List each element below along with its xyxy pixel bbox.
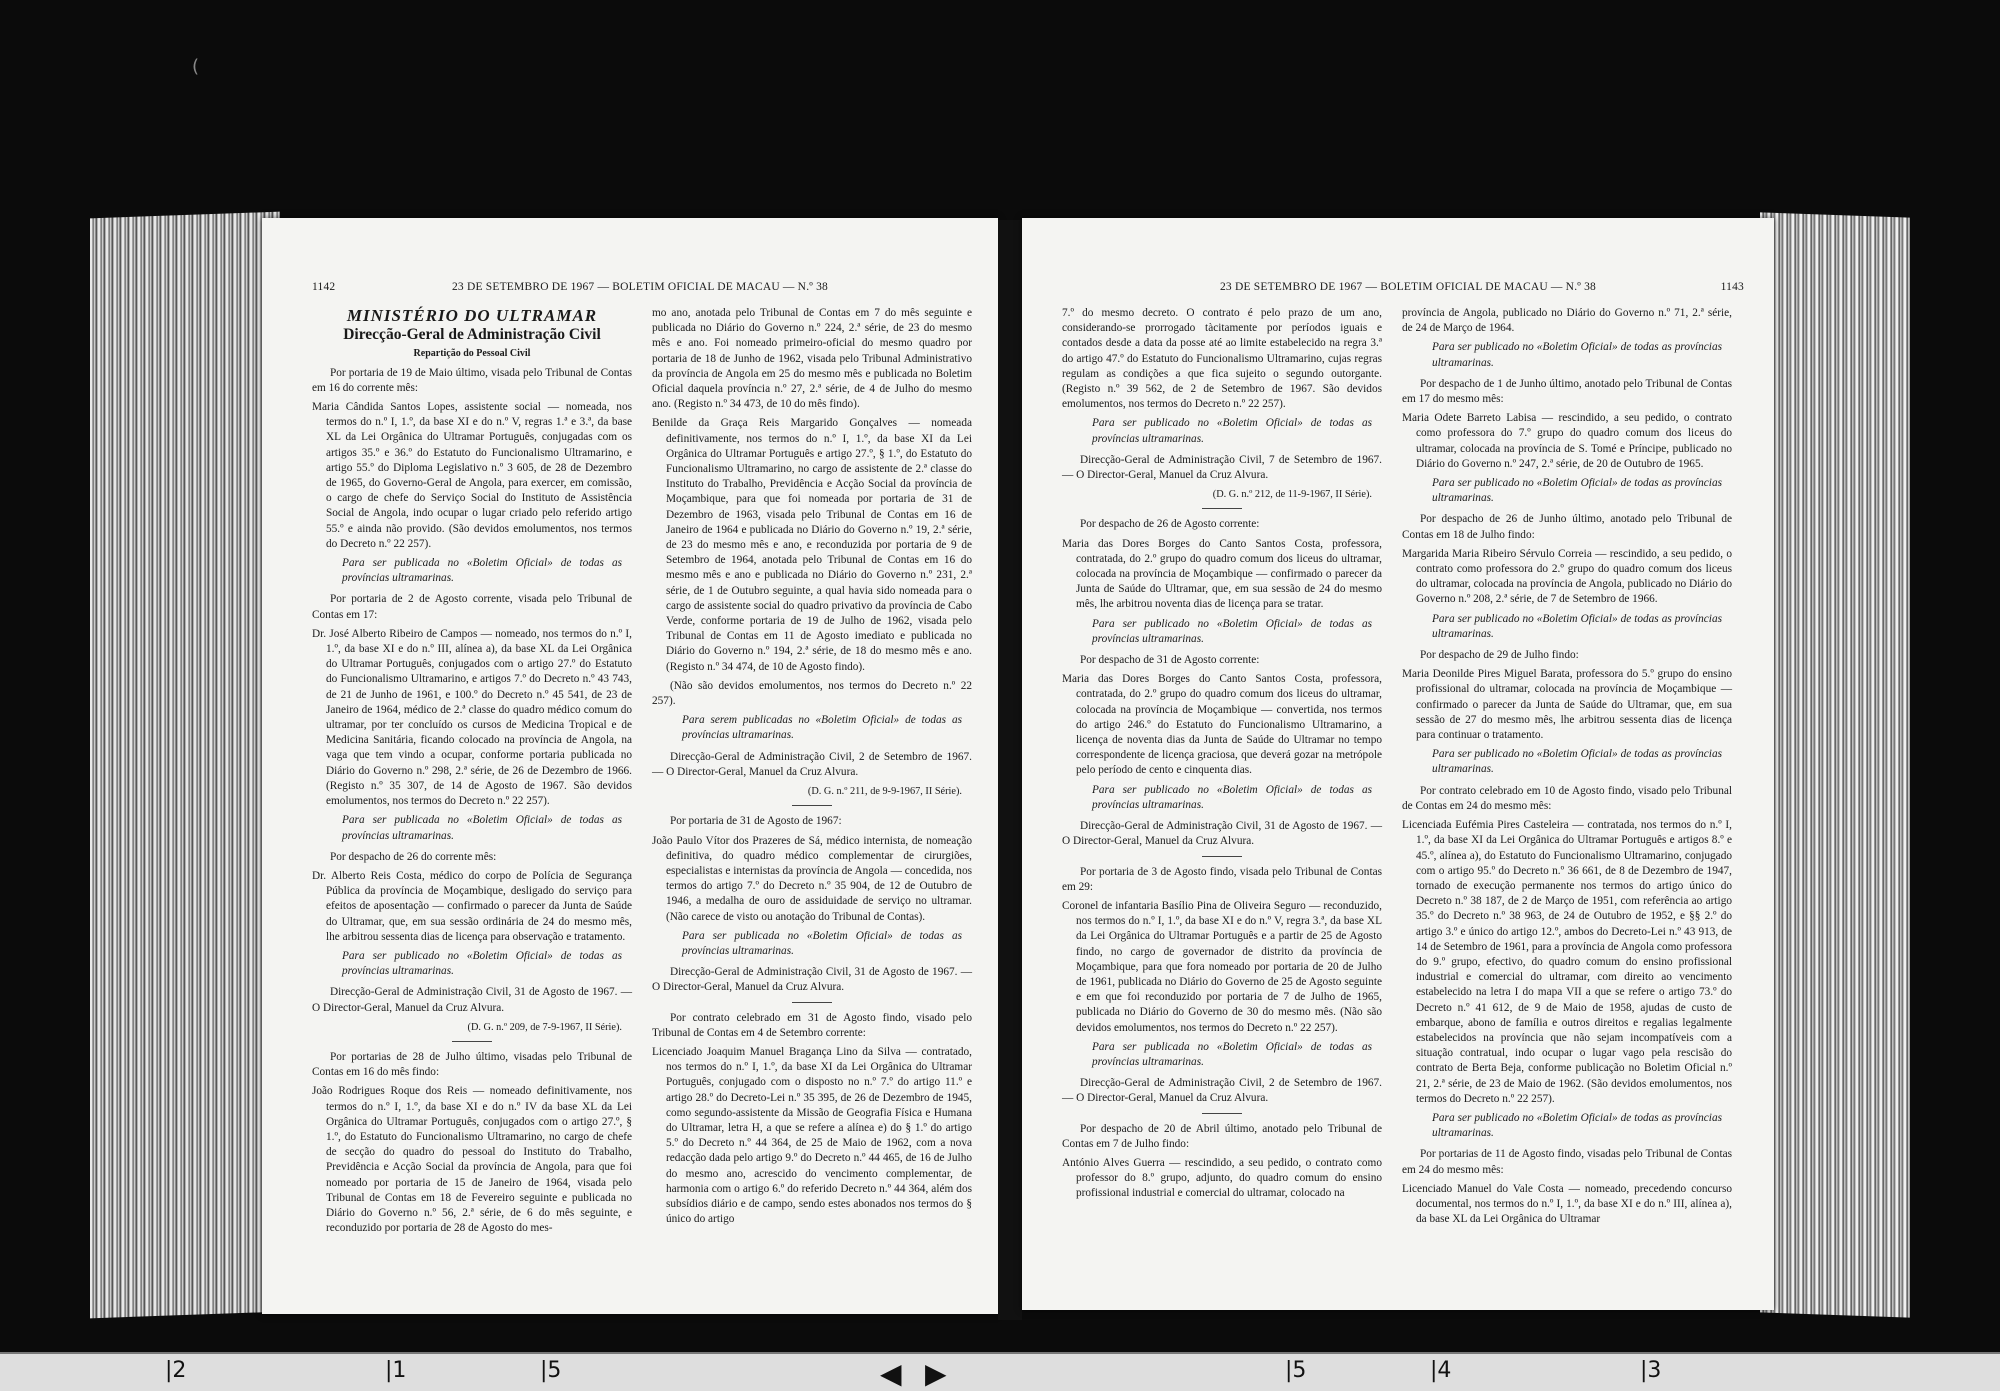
- paragraph: Dr. José Alberto Ribeiro de Campos — nomeado, nos termos do n.º I, 1.º, da base XI e do n.º III, alínea a), da base XL da Lei Orgânica do Ultramar Português, conjugados com o artigo 27.º do Estatuto do Funcionalismo Ultramarino, e artigos 7.º do Decreto n.º 43 743, de 21 de Junho de 1961, e 100.º do Decreto n.º 45 541, de 23 de Janeiro de 1964, médico de 2.ª classe do quadro médico comum do ultramar, por ter concluído os cursos de Medicina Tropical e de Medicina Sanitária, ficando colocado na província de Angola, na vaga que tem vindo a ocupar, conforme portaria publicada no Diário do Governo n.º 298, 2.ª série, de 26 de Dezembro de 1966. (Registo n.º 35 307, de 14 de Agosto de 1967. São devidos emolumentos, nos termos do Decreto n.º 22 257).: [312, 627, 632, 808]
- publication-note: Para ser publicada no «Boletim Oficial» de todas as províncias ultramarinas.: [682, 929, 962, 957]
- signature-line: Direcção-Geral de Administração Civil, 31 de Agosto de 1967. — O Director-Geral, Manuel da Cruz Alvura.: [1062, 820, 1382, 848]
- running-header: 23 DE SETEMBRO DE 1967 — BOLETIM OFICIAL DE MACAU — N.º 38: [451, 281, 829, 293]
- paragraph: Por despacho de 1 de Junho último, anotado pelo Tribunal de Contas em 17 do mesmo mês:: [1402, 377, 1732, 406]
- paragraph: António Alves Guerra — rescindido, a seu pedido, o contrato como professor do 8.º grupo, adjunto, do quadro comum do ensino profissional industrial e comercial do ultramar, colocado na: [1062, 1156, 1382, 1200]
- paragraph: Por portarias de 28 de Julho último, visadas pelo Tribunal de Contas em 16 do mês findo:: [312, 1050, 632, 1079]
- paragraph: 7.º do mesmo decreto. O contrato é pelo prazo de um ano, considerando-se prorrogado tàcitamente por períodos iguais e contados desde a data da posse até ao limite estabelecido na regra 3.ª do artigo 47.º do Estatuto do Funcionalismo Ultramarino, cujas regras regulam as condições a que fica sujeito o segundo outorgante. (Registo n.º 39 562, de 2 de Setembro de 1967. São devidos emolumentos, nos termos do Decreto n.º 22 257).: [1062, 307, 1382, 411]
- paragraph: Por despacho de 26 de Agosto corrente:: [1080, 518, 1260, 531]
- publication-note: Para ser publicado no «Boletim Oficial» de todas as províncias ultramarinas.: [1432, 477, 1722, 505]
- strip-mark: |4: [1430, 1358, 1452, 1383]
- strip-mark: |3: [1640, 1358, 1662, 1383]
- right-column-2: [1402, 306, 1732, 1231]
- department-heading: Repartição do Pessoal Civil: [413, 348, 531, 360]
- right-arrow-icon: ▶: [925, 1357, 947, 1390]
- paragraph: Por portaria de 3 de Agosto findo, visada pelo Tribunal de Contas em 29:: [1062, 865, 1382, 893]
- left-column-1: [312, 306, 632, 1240]
- publication-note: Para ser publicada no «Boletim Oficial» de todas as províncias ultramarinas.: [1092, 1040, 1372, 1068]
- page-number: 1142: [312, 281, 336, 293]
- right-page: [1022, 218, 1774, 1310]
- reference-line: (D. G. n.º 209, de 7-9-1967, II Série).: [467, 1021, 622, 1033]
- paragraph: Margarida Maria Ribeiro Sérvulo Correia — rescindido, a seu pedido, o contrato como professora do 2.º grupo do quadro comum dos liceus do ultramar, colocada na província de Angola, publicado no Diário do Governo n.º 208, 2.ª série, de 7 de Setembro de 1966.: [1402, 547, 1732, 606]
- publication-note: Para ser publicado no «Boletim Oficial» de todas as províncias ultramarinas.: [1432, 748, 1722, 776]
- right-page-header: [1072, 281, 1744, 297]
- running-header: 23 DE SETEMBRO DE 1967 — BOLETIM OFICIAL DE MACAU — N.º 38: [1219, 281, 1597, 293]
- paragraph: Por despacho de 26 do corrente mês:: [330, 850, 497, 863]
- paragraph: Coronel de infantaria Basílio Pina de Oliveira Seguro — reconduzido, nos termos do n.º I, 1.º, da base XI e do n.º V, regra 3.ª, da base XL da Lei Orgânica do Ultramar Português e a partir de 25 de Agosto findo, no cargo de governador de distrito da província de Moçambique, para que fora nomeado por portaria de 20 de Julho de 1961, publicada no Diário do Governo de 25 de Agosto seguinte e em que foi reconduzido por portaria de 7 de Julho de 1965, publicada no Diário do Governo de 30 do mesmo mês. (Não são devidos emolumentos, nos termos do Decreto n.º 22 257).: [1062, 899, 1382, 1034]
- divider: [792, 805, 832, 806]
- divider: [1202, 508, 1242, 509]
- paragraph: Por portaria de 2 de Agosto corrente, visada pelo Tribunal de Contas em 17:: [312, 593, 632, 621]
- signature-line: Direcção-Geral de Administração Civil, 2 de Setembro de 1967. — O Director-Geral, Manuel da Cruz Alvura.: [652, 750, 972, 778]
- paragraph: Por despacho de 20 de Abril último, anotado pelo Tribunal de Contas em 7 de Julho findo:: [1062, 1122, 1382, 1150]
- paragraph: Por portaria de 31 de Agosto de 1967:: [670, 815, 842, 828]
- paragraph: João Paulo Vítor dos Prazeres de Sá, médico internista, de nomeação definitiva, do quadro médico complementar de cirurgiões, especialistas e internistas da província de Angola — concedida, nos termos do artigo 7.º do Decreto n.º 35 904, de 12 de Outubro de 1946, a medalha de ouro de assiduidade de serviço no ultramar. (Não carece de visto ou anotação do Tribunal de Contas).: [652, 834, 972, 923]
- paragraph: Por despacho de 31 de Agosto corrente:: [1080, 654, 1260, 667]
- left-page-header: [312, 281, 968, 297]
- book-page-edges-right: [1760, 212, 1910, 1317]
- strip-mark: |2: [165, 1358, 187, 1383]
- signature-line: Direcção-Geral de Administração Civil, 7 de Setembro de 1967. — O Director-Geral, Manuel da Cruz Alvura.: [1062, 453, 1382, 482]
- paragraph: Licenciada Eufémia Pires Casteleira — contratada, nos termos do n.º I, 1.º, da base XI da Lei Orgânica do Ultramar Português e artigos 8.º e 45.º, alínea a), do Estatuto do Funcionalismo Ultramarino, conjugado com o artigo 95.º do Decreto n.º 36 661, de 8 de Dezembro de 1947, tornado de execução permanente nos termos do artigo único do Decreto n.º 38 187, de 2 de Março de 1951, com referência ao artigo 35.º do Decreto n.º 38 963, de 24 de Outubro de 1952, e §§ 2.º do artigo 3.º e único do artigo 12.º, ambos do Decreto-Lei n.º 43 913, de 14 de Setembro de 1961, para a província de Angola como professora do 9.º grupo, efectivo, do quadro comum do ensino profissional industrial e comercial do ultramar, com direito ao vencimento estabelecido na letra I do mapa VII a que se refere o artigo 73.º do Decreto n.º 41 612, de 9 de Maio de 1958, ajudas de custo de embarque, abono de família e outros direitos e regalias legalmente estabelecidos na província que não sejam incompatíveis com a situação contratual, indo ocupar o lugar vago pela rescisão do contrato de Berta Beja, conforme publicação no Boletim Oficial n.º 21, 2.ª série, de 23 de Maio de 1962. (São devidos emolumentos, nos termos do Decreto n.º 22 257).: [1402, 819, 1732, 1105]
- paragraph: João Rodrigues Roque dos Reis — nomeado definitivamente, nos termos do n.º I, 1.º, da base XI e do n.º IV da base XL da Lei Orgânica do Ultramar Português, conjugados com o artigo 27.º, § 1.º, do Estatuto do Funcionalismo Ultramarino, no cargo de chefe de secção do quadro do pessoal do Instituto do Trabalho, Previdência e Acção Social da província de Angola, para que foi nomeado por portaria de 15 de Janeiro de 1964, visada pelo Tribunal de Contas em 18 de Fevereiro seguinte e publicada no Diário do Governo n.º 56, 2.ª série, de 6 do mês seguinte, e reconduzido por portaria de 28 de Agosto do mes-: [312, 1085, 632, 1235]
- paragraph: Maria das Dores Borges do Canto Santos Costa, professora, contratada, do 2.º grupo do quadro comum dos liceus do ultramar, colocada na província de Moçambique — confirmado o parecer da Junta de Saúde do Ultramar, que, em sua sessão de 24 do mesmo mês, lhe arbitrou noventa dias de licença para se tratar.: [1062, 537, 1382, 611]
- publication-note: Para serem publicadas no «Boletim Oficial» de todas as províncias ultramarinas.: [682, 714, 962, 742]
- directorate-heading: Direcção-Geral de Administração Civil: [343, 326, 601, 344]
- page-number: 1143: [1720, 281, 1744, 293]
- strip-mark: |5: [540, 1358, 562, 1383]
- reference-line: (D. G. n.º 212, de 11-9-1967, II Série).: [1212, 489, 1372, 501]
- left-column-2: [652, 306, 972, 1231]
- paragraph: Dr. Alberto Reis Costa, médico do corpo de Polícia de Segurança Pública da província de Moçambique, desligado do serviço para efeitos de aposentação — confirmado o parecer da Junta de Saúde do Ultramar, que, em sua sessão ordinária de 24 do mesmo mês, lhe arbitrou sessenta dias de licença para observação e tratamento.: [312, 869, 632, 943]
- paragraph: Por portarias de 11 de Agosto findo, visadas pelo Tribunal de Contas em 24 do mesmo mês:: [1402, 1148, 1732, 1176]
- paragraph: mo ano, anotada pelo Tribunal de Contas em 7 do mês seguinte e publicada no Diário do Governo n.º 224, 2.ª série, de 23 do mesmo mês e ano. Foi nomeado primeiro-oficial do mesmo quadro por portaria de 18 de Junho de 1962, visada pelo Tribunal Administrativo da província de Angola em 25 do mesmo mês e publicada no Boletim Oficial daquela província n.º 27, 2.ª série, de 4 de Julho do mesmo ano. (Registo n.º 34 473, de 10 do mês findo).: [652, 307, 972, 411]
- left-arrow-icon: ◀: [880, 1357, 902, 1390]
- paragraph: (Não são devidos emolumentos, nos termos do Decreto n.º 22 257).: [652, 679, 972, 708]
- paragraph: província de Angola, publicado no Diário do Governo n.º 71, 2.ª série, de 24 de Março de 1964.: [1402, 307, 1732, 335]
- divider: [1202, 856, 1242, 857]
- divider: [1202, 1113, 1242, 1114]
- book-page-edges-left: [90, 212, 280, 1319]
- paragraph: Licenciado Joaquim Manuel Bragança Lino da Silva — contratado, nos termos do n.º I, 1.º, da base XI da Lei Orgânica do Ultramar Português, conjugado com o disposto no n.º 7.º do artigo 11.º e artigo 28.º do Decreto-Lei n.º 35 395, de 26 de Dezembro de 1945, como segundo-assistente da Missão de Geografia Física e Humana do Ultramar, letra H, a que se refere a alínea e) do § 1.º do artigo 5.º do Decreto n.º 44 364, de 25 de Maio de 1962, com a nova redacção dada pelo artigo 9.º do Decreto n.º 44 465, de 16 de Julho do mesmo ano, acrescido do vencimento complementar, de harmonia com o artigo 6.º do referido Decreto n.º 44 364, além dos subsídios diário e de campo, sendo estes abonados nos termos do § único do artigo: [652, 1045, 972, 1226]
- paragraph: Licenciado Manuel do Vale Costa — nomeado, precedendo concurso documental, nos termos do n.º I, 1.º, da base XI e do n.º III, alínea a), da base XL da Lei Orgânica do Ultramar: [1402, 1182, 1732, 1226]
- left-page: [262, 218, 998, 1314]
- scan-mark: (: [192, 56, 200, 77]
- paragraph: Por despacho de 26 de Junho último, anotado pelo Tribunal de Contas em 18 de Julho findo:: [1402, 513, 1732, 541]
- publication-note: Para ser publicado no «Boletim Oficial» de todas as províncias ultramarinas.: [1432, 341, 1722, 369]
- publication-note: Para ser publicado no «Boletim Oficial» de todas as províncias ultramarinas.: [1092, 417, 1372, 445]
- paragraph: Maria Odete Barreto Labisa — rescindido, a seu pedido, o contrato como professora do 7.º grupo do quadro comum dos liceus do ultramar, colocada na província de S. Tomé e Príncipe, publicado no Diário do Governo n.º 247, 2.ª série, de 20 de Outubro de 1965.: [1402, 412, 1732, 470]
- signature-line: Direcção-Geral de Administração Civil, 2 de Setembro de 1967. — O Director-Geral, Manuel da Cruz Alvura.: [1062, 1077, 1382, 1105]
- strip-mark: |5: [1285, 1358, 1307, 1383]
- paragraph: Por contrato celebrado em 10 de Agosto findo, visado pelo Tribunal de Contas em 24 do mesmo mês:: [1402, 784, 1732, 812]
- publication-note: Para ser publicado no «Boletim Oficial» de todas as províncias ultramarinas.: [1092, 783, 1372, 811]
- book-gutter: [998, 220, 1022, 1320]
- publication-note: Para ser publicado no «Boletim Oficial» de todas as províncias ultramarinas.: [1092, 617, 1372, 645]
- reference-line: (D. G. n.º 211, de 9-9-1967, II Série).: [807, 786, 962, 798]
- strip-mark: |1: [385, 1358, 407, 1383]
- paragraph: Por contrato celebrado em 31 de Agosto findo, visado pelo Tribunal de Contas em 4 de Setembro corrente:: [652, 1011, 972, 1039]
- paragraph: Por despacho de 29 de Julho findo:: [1420, 649, 1579, 662]
- microfilm-strip: [0, 1352, 2000, 1391]
- paragraph: Maria Deonilde Pires Miguel Barata, professora do 5.º grupo do ensino profissional do ultramar, colocada na província de Moçambique — confirmado o parecer da Junta de Saúde do Ultramar, que, em sua sessão de 27 do mesmo mês, lhe arbitrou sessenta dias de licença para continuar o tratamento.: [1402, 668, 1732, 742]
- signature-line: Direcção-Geral de Administração Civil, 31 de Agosto de 1967. — O Director-Geral, Manuel da Cruz Alvura.: [652, 966, 972, 994]
- paragraph: Benilde da Graça Reis Margarido Gonçalves — nomeada definitivamente, nos termos do n.º I, 1.º, da base XI da Lei Orgânica do Ultramar Português e artigo 27.º, § 1.º, do Estatuto do Funcionalismo Ultramarino, no cargo de assistente de 2.ª classe do Instituto do Trabalho, Previdência e Acção Social da província de Moçambique, para que foi nomeada por portaria de 31 de Dezembro de 1963, visada pelo Tribunal de Contas em 16 de Janeiro de 1964 e publicada no Diário do Governo n.º 19, 2.ª série, de 23 do mesmo mês e ano, e reconduzida por portaria de 9 de Setembro de 1964, anotada pelo Tribunal de Contas em 16 do mesmo mês e ano e publicada no Diário do Governo n.º 231, 2.ª série, de 1 de Outubro seguinte, a qual havia sido nomeada para o cargo de assistente social do quadro privativo da província de Cabo Verde, conforme portaria de 19 de Julho de 1962, visada pelo Tribunal de Contas em 11 de Agosto imediato e publicada no Diário do Governo n.º 194, 2.ª série, de 18 do mesmo mês e ano. (Registo n.º 34 474, de 10 de Agosto findo).: [652, 417, 972, 673]
- publication-note: Para ser publicada no «Boletim Oficial» de todas as províncias ultramarinas.: [342, 557, 622, 585]
- signature-line: Direcção-Geral de Administração Civil, 31 de Agosto de 1967. — O Director-Geral, Manuel da Cruz Alvura.: [312, 986, 632, 1014]
- right-column-1: [1062, 306, 1382, 1206]
- ministry-heading: MINISTÉRIO DO ULTRAMAR: [346, 306, 598, 325]
- paragraph: Maria Cândida Santos Lopes, assistente social — nomeada, nos termos do n.º I, 1.º, da base XI e do n.º V, regras 1.ª e 3.ª, da base XL da Lei Orgânica do Ultramar Português, conjugadas com os artigos 35.º e 36.º do Estatuto do Funcionalismo Ultramarino, e artigo 55.º do Diploma Legislativo n.º 3 605, de 28 de Dezembro de 1965, do Governo-Geral de Angola, para exercer, em comissão, o cargo de chefe do Serviço Social do Instituto de Assistência Social de Angola, indo ocupar o lugar criado pelo referido artigo 55.º e ainda não provido. (São devidos emolumentos, nos termos do Decreto n.º 22 257).: [312, 401, 632, 550]
- publication-note: Para ser publicado no «Boletim Oficial» de todas as províncias ultramarinas.: [1432, 1111, 1722, 1140]
- paragraph: Maria das Dores Borges do Canto Santos Costa, professora, contratada, do 2.º grupo do quadro comum dos liceus do ultramar, colocada na província de Moçambique — convertida, nos termos do artigo 246.º do Estatuto do Funcionalismo Ultramarino, a licença de noventa dias da Junta de Saúde do Ultramar no tempo correspondente de licença graciosa, que deverá gozar na metrópole pelo período de cento e cinquenta dias.: [1062, 673, 1382, 777]
- publication-note: Para ser publicada no «Boletim Oficial» de todas as províncias ultramarinas.: [342, 814, 622, 842]
- publication-note: Para ser publicado no «Boletim Oficial» de todas as províncias ultramarinas.: [342, 949, 622, 978]
- paragraph: Por portaria de 19 de Maio último, visada pelo Tribunal de Contas em 16 do corrente mês:: [312, 366, 632, 394]
- divider: [792, 1002, 832, 1003]
- publication-note: Para ser publicado no «Boletim Oficial» de todas as províncias ultramarinas.: [1432, 612, 1722, 640]
- divider: [452, 1041, 492, 1042]
